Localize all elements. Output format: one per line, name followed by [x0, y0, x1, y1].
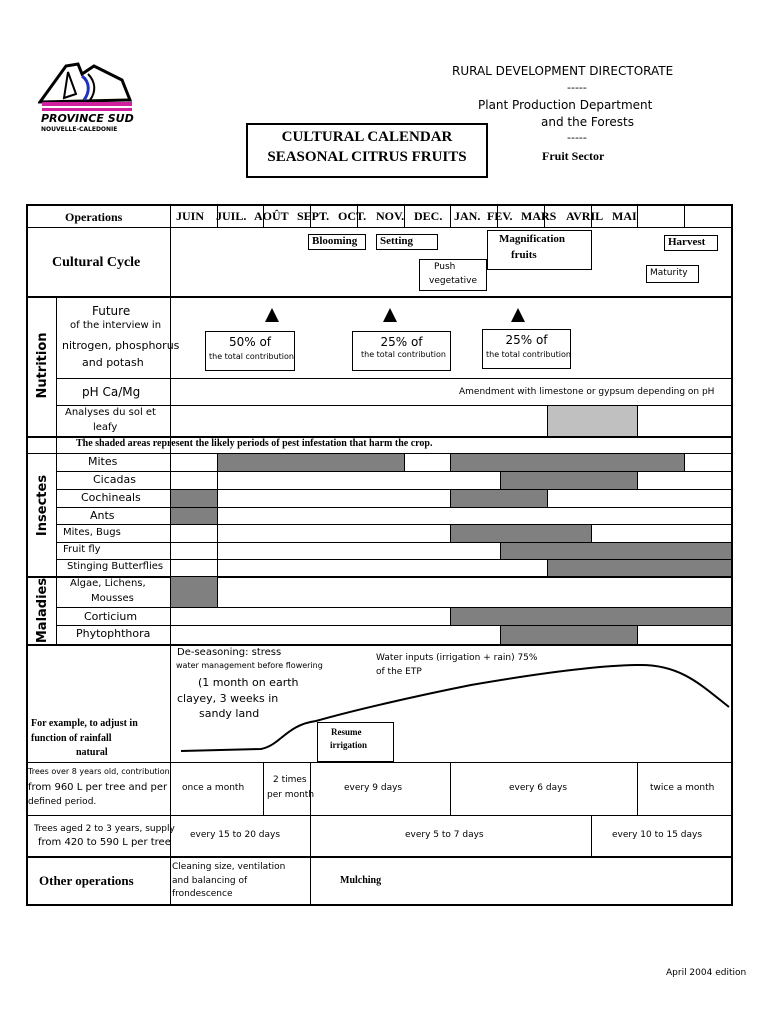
month-aout: AOÛT: [254, 209, 289, 223]
soil-label-1: Analyses du sol et: [65, 407, 156, 418]
blooming-box: [308, 234, 366, 250]
future-label-2: of the interview in: [70, 320, 162, 331]
month-mai: MAI: [612, 209, 637, 223]
province-sud-logo: [38, 60, 138, 140]
deseason-2: water management before flowering: [176, 661, 323, 670]
edition-note: April 2004 edition: [666, 968, 747, 978]
triangle-icon: [511, 307, 525, 321]
insect-fruit-fly: Fruit fly: [63, 544, 101, 555]
logo-org-sub: NOUVELLE-CALEDONIE: [41, 126, 118, 133]
irrigation-curve: [171, 645, 731, 762]
water-inputs-2: of the ETP: [376, 667, 422, 677]
triangle-icon: [383, 307, 397, 321]
contribution-3-pct: 25% of: [505, 333, 548, 347]
insect-cochineals: Cochineals: [81, 491, 141, 504]
month-sept: SEPT.: [297, 209, 330, 223]
freq-every-10-15-days: every 10 to 15 days: [612, 830, 703, 840]
contribution-2-pct: 25% of: [380, 335, 423, 349]
contribution-1-text: the total contribution: [209, 352, 294, 361]
contribution-3-text: the total contribution: [486, 350, 571, 359]
push-box: [419, 259, 487, 291]
freq-once-a-month: once a month: [182, 783, 245, 793]
directorate: RURAL DEVELOPMENT DIRECTORATE: [452, 64, 674, 78]
other-operations-label: Other operations: [39, 873, 134, 888]
freq-per-month: per month: [267, 790, 315, 800]
month-juin: JUIN: [176, 209, 205, 223]
resume-1: Resume: [331, 727, 362, 737]
mites-bugs-shade: [451, 525, 591, 542]
push-label-1: Push: [434, 262, 456, 272]
deseason-3: (1 month on earth: [198, 676, 299, 689]
freq-every-9-days: every 9 days: [344, 783, 403, 793]
maturity-box: [646, 265, 699, 283]
insect-mites: Mites: [88, 455, 118, 468]
freq-twice-a-month: twice a month: [650, 783, 715, 793]
insect-ants: Ants: [90, 509, 115, 522]
month-nov: NOV.: [376, 209, 405, 223]
ph-note: Amendment with limestone or gypsum depending on pH: [459, 387, 715, 397]
month-juil: JUIL.: [216, 209, 247, 223]
month-oct: OCT.: [338, 209, 367, 223]
freq-2-times: 2 times: [273, 775, 307, 785]
contribution-box-2: [352, 331, 451, 371]
sector: Fruit Sector: [542, 149, 605, 163]
title-line1: CULTURAL CALENDAR: [281, 129, 453, 145]
future-label-1: Future: [92, 304, 131, 318]
ph-label: pH Ca/Mg: [82, 385, 141, 399]
month-mars: MARS: [521, 209, 557, 223]
disease-phytophthora: Phytophthora: [76, 627, 151, 640]
cochineals-shade-1: [171, 490, 217, 507]
month-avril: AVRIL: [566, 209, 604, 223]
magnification-label-2: fruits: [511, 249, 537, 261]
operations-header: Operations: [65, 210, 123, 224]
contribution-box-1: [205, 331, 295, 371]
magnification-box: [487, 230, 592, 270]
freq-every-5-7-days: every 5 to 7 days: [405, 830, 484, 840]
ants-shade: [171, 508, 217, 524]
triangle-icon: [265, 307, 279, 321]
resume-2: irrigation: [330, 740, 367, 750]
contribution-box-3: [482, 329, 571, 369]
water-inputs-1: Water inputs (irrigation + rain) 75%: [376, 653, 538, 663]
title-line2: SEASONAL CITRUS FRUITS: [267, 149, 467, 165]
example-2: function of rainfall: [31, 733, 112, 744]
freq-every-15-20-days: every 15 to 20 days: [190, 830, 281, 840]
mites-shade-1: [218, 454, 404, 471]
logo-org: PROVINCE SUD: [41, 112, 134, 125]
soil-label-2: leafy: [93, 422, 118, 433]
cleaning-3: frondescence: [172, 889, 233, 899]
cleaning-1: Cleaning size, ventilation: [172, 862, 286, 872]
algae-shade: [171, 577, 217, 607]
young-trees-2: from 420 to 590 L per tree: [38, 837, 171, 848]
separator-1: -----: [567, 81, 587, 94]
disease-corticium: Corticium: [84, 610, 138, 623]
contribution-2-text: the total contribution: [361, 350, 446, 359]
deseason-1: De-seasoning: stress: [177, 647, 282, 658]
old-trees-2: from 960 L per tree and per: [28, 782, 168, 793]
maturity-label: Maturity: [650, 268, 688, 278]
insect-mites-bugs: Mites, Bugs: [63, 527, 121, 538]
harvest-box: [664, 235, 718, 251]
deseason-4: clayey, 3 weeks in: [177, 692, 279, 705]
old-trees-3: defined period.: [28, 797, 97, 807]
month-jan: JAN.: [454, 209, 481, 223]
pest-note: The shaded areas represent the likely periods of pest infestation that harm the crop.: [76, 438, 433, 449]
corticium-shade: [451, 608, 731, 625]
setting-label: Setting: [380, 235, 413, 247]
contribution-1-pct: 50% of: [228, 335, 272, 349]
resume-irrigation-box: [317, 722, 394, 762]
separator-2: -----: [567, 131, 587, 144]
insect-stinging-butterflies: Stinging Butterflies: [67, 561, 164, 572]
cleaning-2: and balancing of: [172, 876, 248, 886]
mulching-label: Mulching: [340, 875, 382, 886]
title-box: [246, 123, 488, 178]
cochineals-shade-2: [451, 490, 547, 507]
insects-section-label: Insectes: [35, 474, 50, 537]
diseases-section-label: Maladies: [35, 577, 50, 644]
young-trees-1: Trees aged 2 to 3 years, supply: [34, 824, 175, 834]
fruit-fly-shade: [501, 543, 731, 559]
department-line2: and the Forests: [541, 115, 634, 129]
disease-algae-2: Mousses: [91, 593, 134, 604]
future-label-4: and potash: [82, 356, 144, 369]
magnification-label-1: Magnification: [499, 233, 565, 245]
insect-cicadas: Cicadas: [93, 473, 136, 486]
month-fev: FEV.: [487, 209, 513, 223]
mites-shade-2: [451, 454, 684, 471]
stinging-butterflies-shade: [548, 560, 731, 576]
disease-algae-1: Algae, Lichens,: [70, 578, 146, 589]
deseason-5: sandy land: [199, 707, 260, 720]
example-3: natural: [76, 747, 108, 758]
old-trees-1: Trees over 8 years old, contribution: [28, 767, 170, 776]
push-label-2: vegetative: [429, 276, 478, 286]
blooming-label: Blooming: [312, 235, 358, 247]
example-1: For example, to adjust in: [31, 718, 138, 729]
nutrition-section-label: Nutrition: [35, 332, 50, 399]
cultural-cycle-label: Cultural Cycle: [52, 255, 141, 270]
harvest-label: Harvest: [668, 236, 706, 248]
phytophthora-shade: [501, 626, 637, 644]
future-label-3: nitrogen, phosphorus: [62, 339, 180, 352]
department-line1: Plant Production Department: [478, 98, 653, 112]
setting-box: [376, 234, 438, 250]
cicadas-shade: [501, 472, 637, 489]
freq-every-6-days: every 6 days: [509, 783, 568, 793]
month-dec: DEC.: [414, 209, 443, 223]
